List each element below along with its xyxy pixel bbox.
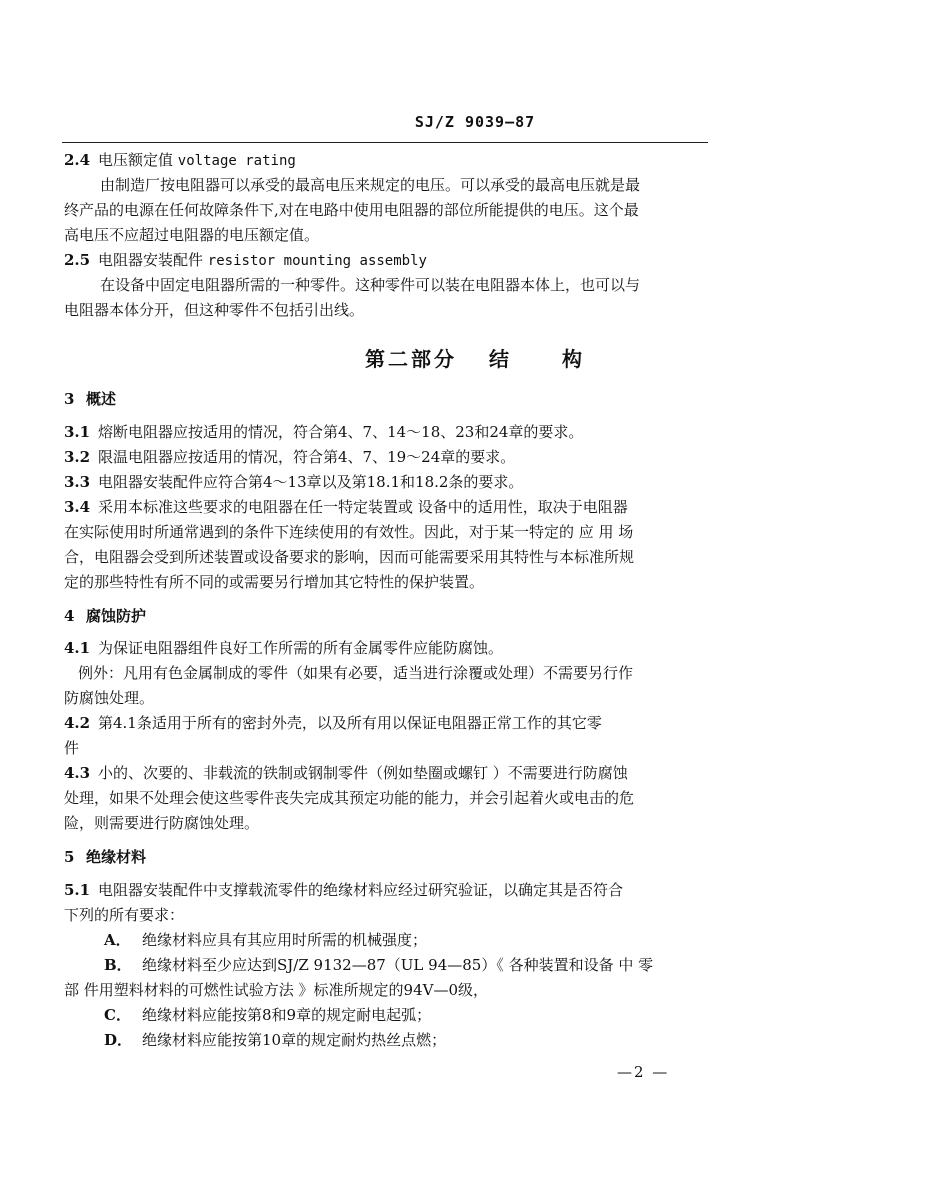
list-label: A． bbox=[104, 931, 131, 949]
clause-number: 4.2 bbox=[64, 714, 91, 732]
section-number: 2.4 bbox=[64, 151, 91, 169]
clause-number: 3.1 bbox=[64, 423, 91, 441]
clause-number: 3.2 bbox=[64, 448, 91, 466]
list-text: 绝缘材料应具有其应用时所需的机械强度； bbox=[142, 931, 428, 949]
paragraph-line: 由制造厂按电阻器可以承受的最高电压来规定的电压。可以承受的最高电压就是最 bbox=[100, 176, 641, 194]
clause-number: 3.4 bbox=[64, 498, 91, 516]
section-2-5-heading bbox=[64, 249, 427, 272]
section-title: 绝缘材料 bbox=[86, 848, 147, 866]
clause-number: 4.3 bbox=[64, 764, 91, 782]
clause-number: 4.1 bbox=[64, 639, 91, 657]
paragraph-line: 定的那些特性有所不同的或需要另行增加其它特性的保护装置。 bbox=[64, 573, 485, 591]
part-title-text: 结 bbox=[489, 347, 512, 371]
clause-text: 小的、次要的、非载流的铁制或钢制零件（例如垫圈或螺钉 ）不需要进行防腐蚀 bbox=[98, 764, 628, 782]
list-label: B． bbox=[104, 956, 132, 974]
section-title: 腐蚀防护 bbox=[86, 607, 147, 625]
clause-number: 3.3 bbox=[64, 473, 91, 491]
section-title-en: voltage rating bbox=[177, 153, 296, 169]
list-item-b bbox=[104, 954, 653, 976]
section-5-heading bbox=[64, 846, 146, 868]
clause-text: 熔断电阻器应按适用的情况，符合第4、7、14～18、23和24章的要求。 bbox=[98, 423, 584, 441]
list-text: 绝缘材料至少应达到SJ/Z 9132—87（UL 94—85）《 各种装置和设备 中 零 bbox=[142, 956, 654, 974]
section-4-heading bbox=[64, 605, 146, 627]
paragraph-line: 险，则需要进行防腐蚀处理。 bbox=[64, 814, 260, 832]
list-item-d bbox=[104, 1029, 446, 1051]
section-number: 3 bbox=[64, 390, 75, 408]
clause-4-3 bbox=[64, 762, 628, 784]
section-title: 电阻器安装配件 bbox=[98, 251, 204, 269]
clause-text: 电阻器安装配件中支撑载流零件的绝缘材料应经过研究验证，以确定其是否符合 bbox=[98, 881, 624, 899]
paragraph-line: 在设备中固定电阻器所需的一种零件。这种零件可以装在电阻器本体上，也可以与 bbox=[100, 276, 641, 294]
section-title: 电压额定值 bbox=[98, 151, 174, 169]
list-text: 绝缘材料应能按第10章的规定耐灼热丝点燃； bbox=[142, 1031, 447, 1049]
list-label: D． bbox=[104, 1031, 133, 1049]
paragraph-line: 处理，如果不处理会使这些零件丧失完成其预定功能的能力，并会引起着火或电击的危 bbox=[64, 789, 635, 807]
section-number: 5 bbox=[64, 848, 75, 866]
part-title-text: 构 bbox=[561, 347, 585, 371]
section-3-heading bbox=[64, 388, 116, 410]
paragraph-line: 件 bbox=[64, 739, 80, 757]
page-number: —2 — bbox=[617, 1063, 670, 1081]
list-text: 绝缘材料应能按第8和9章的规定耐电起弧； bbox=[142, 1006, 432, 1024]
paragraph-line: 在实际使用时所通常遇到的条件下连续使用的有效性。因此，对于某一特定的 应 用 场 bbox=[64, 523, 634, 541]
section-number: 2.5 bbox=[64, 251, 91, 269]
header-divider bbox=[62, 142, 708, 143]
clause-5-1 bbox=[64, 879, 623, 901]
clause-text: 采用本标准这些要求的电阻器在任一特定装置或 设备中的适用性，取决于电阻器 bbox=[98, 498, 628, 516]
paragraph-line: 高电压不应超过电阻器的电压额定值。 bbox=[64, 226, 320, 244]
paragraph-line: 电阻器本体分开，但这种零件不包括引出线。 bbox=[64, 301, 365, 319]
exception-note: 例外：凡用有色金属制成的零件（如果有必要，适当进行涂覆或处理）不需要另行作 bbox=[78, 664, 634, 682]
clause-3-1 bbox=[64, 421, 583, 443]
section-title: 概述 bbox=[86, 390, 117, 408]
clause-number: 5.1 bbox=[64, 881, 91, 899]
paragraph-line: 终产品的电源在任何故障条件下,对在电路中使用电阻器的部位所能提供的电压。这个最 bbox=[64, 201, 639, 219]
section-2-4-heading bbox=[64, 149, 296, 172]
paragraph-line: 部 件用塑料材料的可燃性试验方法 》标准所规定的94V—0级， bbox=[64, 981, 489, 999]
clause-text: 为保证电阻器组件良好工作所需的所有金属零件应能防腐蚀。 bbox=[98, 639, 504, 657]
clause-text: 第4.1条适用于所有的密封外壳，以及所有用以保证电阻器正常工作的其它零 bbox=[98, 714, 602, 732]
clause-3-4 bbox=[64, 496, 628, 518]
clause-text: 电阻器安装配件应符合第4～13章以及第18.1和18.2条的要求。 bbox=[98, 473, 524, 491]
clause-4-1 bbox=[64, 637, 503, 659]
paragraph-line: 合，电阻器会受到所述装置或设备要求的影响，因而可能需要采用其特性与本标准所规 bbox=[64, 548, 635, 566]
paragraph-line: 下列的所有要求： bbox=[64, 906, 185, 924]
list-item-a bbox=[104, 929, 427, 951]
clause-4-2 bbox=[64, 712, 602, 734]
section-title-en: resistor mounting assembly bbox=[207, 253, 427, 269]
clause-3-3 bbox=[64, 471, 523, 493]
part-title-text: 第二部分 bbox=[365, 347, 458, 371]
paragraph-line: 防腐蚀处理。 bbox=[64, 689, 155, 707]
section-number: 4 bbox=[64, 607, 75, 625]
document-code-header: SJ/Z 9039—87 bbox=[414, 113, 536, 131]
clause-3-2 bbox=[64, 446, 515, 468]
list-label: C． bbox=[104, 1006, 131, 1024]
clause-text: 限温电阻器应按适用的情况，符合第4、7、19～24章的要求。 bbox=[98, 448, 516, 466]
part-title bbox=[0, 343, 950, 372]
list-item-c bbox=[104, 1004, 431, 1026]
